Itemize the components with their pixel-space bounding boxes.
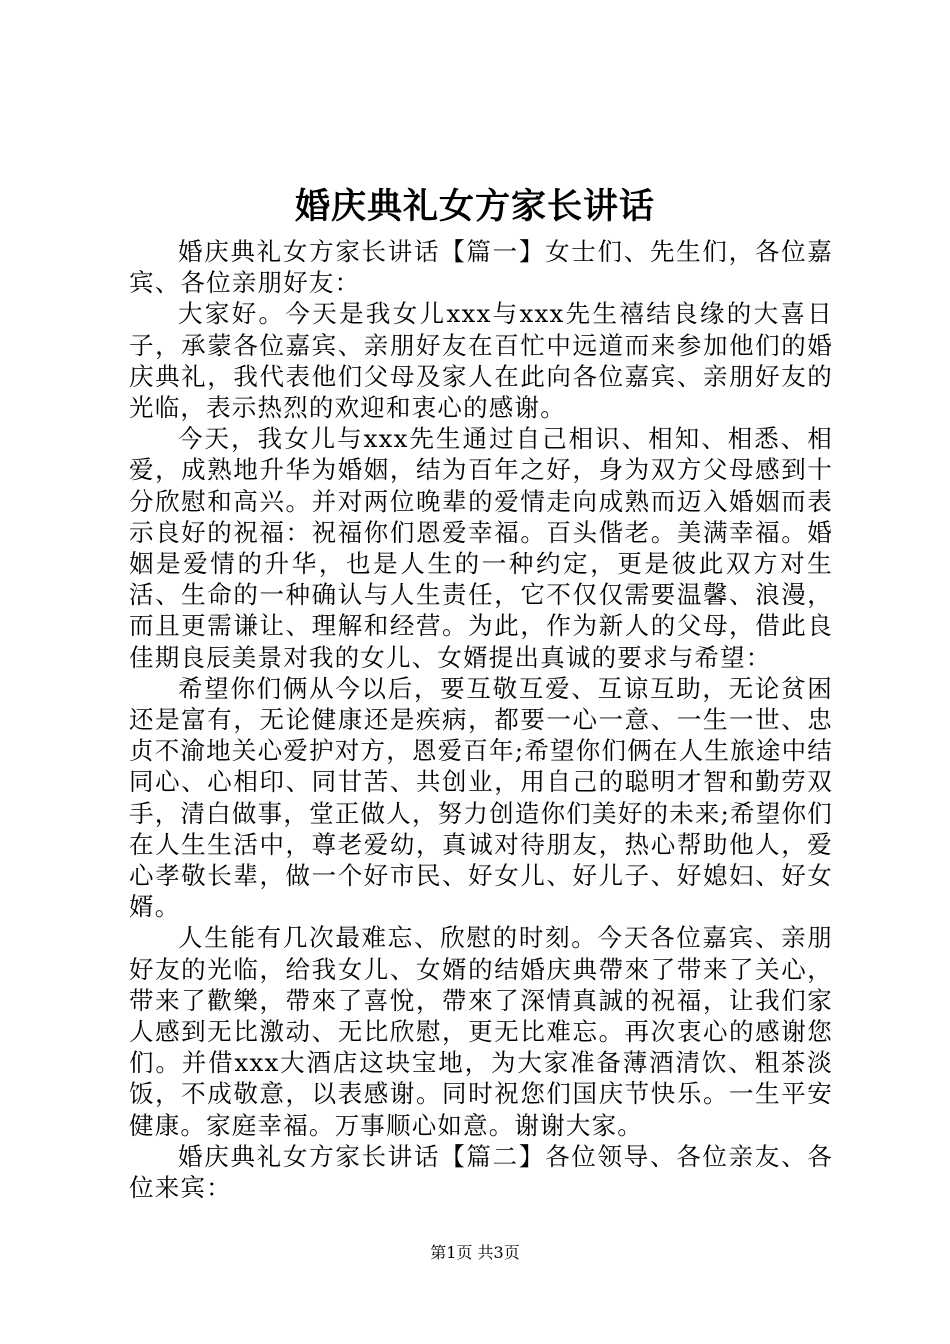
page-number-footer: 第1页 共3页 — [430, 1243, 520, 1262]
document-body — [129, 236, 833, 1203]
paragraph-greeting: 大家好。今天是我女儿xxx与xxx先生禧结良缘的大喜日子，承蒙各位嘉宾、亲朋好友在百忙中远道而来参加他们的婚庆典礼，我代表他们父母及家人在此向各位嘉宾、亲朋好友的光临，表示热烈的欢迎和衷心的感谢。 — [129, 299, 833, 423]
paragraph-thanks: 人生能有几次最难忘、欣慰的时刻。今天各位嘉宾、亲朋好友的光临，给我女儿、女婿的结婚庆典帶來了带来了关心，带来了歡樂，帶來了喜悅，帶來了深情真誠的祝福，让我们家人感到无比激动、无比欣慰，更无比难忘。再次衷心的感谢您们。并借xxx大酒店这块宝地，为大家准备薄酒清饮、粗茶淡饭，不成敬意，以表感谢。同时祝您们国庆节快乐。一生平安健康。家庭幸福。万事顺心如意。谢谢大家。 — [129, 923, 833, 1140]
paragraph-blessing: 今天，我女儿与xxx先生通过自己相识、相知、相悉、相爱，成熟地升华为婚姻，结为百年之好，身为双方父母感到十分欣慰和高兴。并对两位晚辈的爱情走向成熟而迈入婚姻而表示良好的祝福：祝福你们恩爱幸福。百头偕老。美满幸福。婚姻是爱情的升华，也是人生的一种约定，更是彼此双方对生活、生命的一种确认与人生责任，它不仅仅需要温馨、浪漫，而且更需谦让、理解和经营。为此，作为新人的父母，借此良佳期良辰美景对我的女儿、女婿提出真诚的要求与希望： — [129, 424, 833, 672]
document-title: 婚庆典礼女方家长讲话 — [294, 186, 655, 227]
paragraph-hopes: 希望你们俩从今以后，要互敬互爱、互谅互助，无论贫困还是富有，无论健康还是疾病，都要一心一意、一生一世、忠贞不渝地关心爱护对方，恩爱百年;希望你们俩在人生旅途中结同心、心相印、同甘苦、共创业，用自己的聪明才智和勤劳双手，清白做事，堂正做人，努力创造你们美好的未来;希望你们在人生生活中，尊老爱幼，真诚对待朋友，热心帮助他人，爱心孝敬长辈，做一个好市民、好女儿、好儿子、好媳妇、好女婿。 — [129, 673, 833, 922]
paragraph-intro: 婚庆典礼女方家长讲话【篇一】女士们、先生们，各位嘉宾、各位亲朋好友： — [129, 237, 833, 298]
paragraph-part-two: 婚庆典礼女方家长讲话【篇二】各位领导、各位亲友、各位来宾： — [129, 1141, 833, 1203]
